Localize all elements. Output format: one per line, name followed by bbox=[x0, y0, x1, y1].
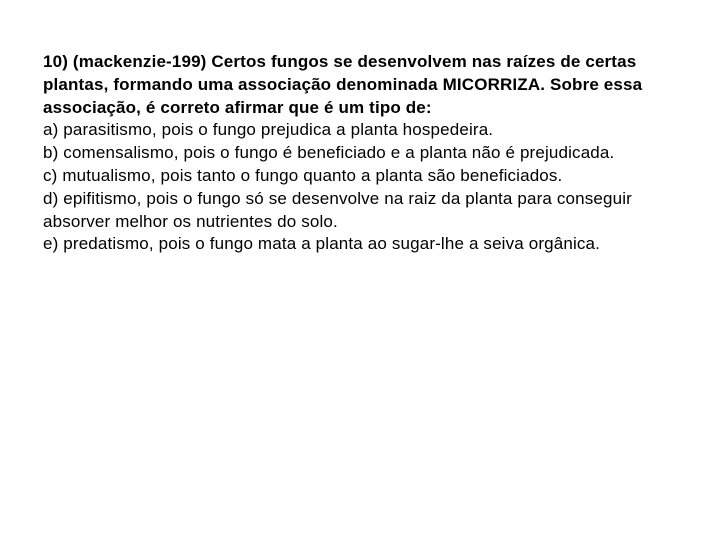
option-c: c) mutualismo, pois tanto o fungo quanto a planta são beneficiados. bbox=[43, 165, 563, 185]
option-d: d) epifitismo, pois o fungo só se desenvolve na raiz da planta para conseguir absorver melhor os nutrientes do solo. bbox=[43, 188, 632, 231]
option-e: e) predatismo, pois o fungo mata a planta ao sugar-lhe a seiva orgânica. bbox=[43, 234, 601, 254]
question-block bbox=[43, 51, 683, 256]
question-text: 10) (mackenzie-199) Certos fungos se desenvolvem nas raízes de certas plantas, formando uma associação denominada MICORRIZA. Sobre essa associação, é correto afirmar que é um tipo de: bbox=[43, 52, 643, 117]
option-a: a) parasitismo, pois o fungo prejudica a planta hospedeira. bbox=[43, 120, 494, 140]
answer-options bbox=[43, 119, 683, 256]
option-b: b) comensalismo, pois o fungo é beneficiado e a planta não é prejudicada. bbox=[43, 143, 615, 163]
